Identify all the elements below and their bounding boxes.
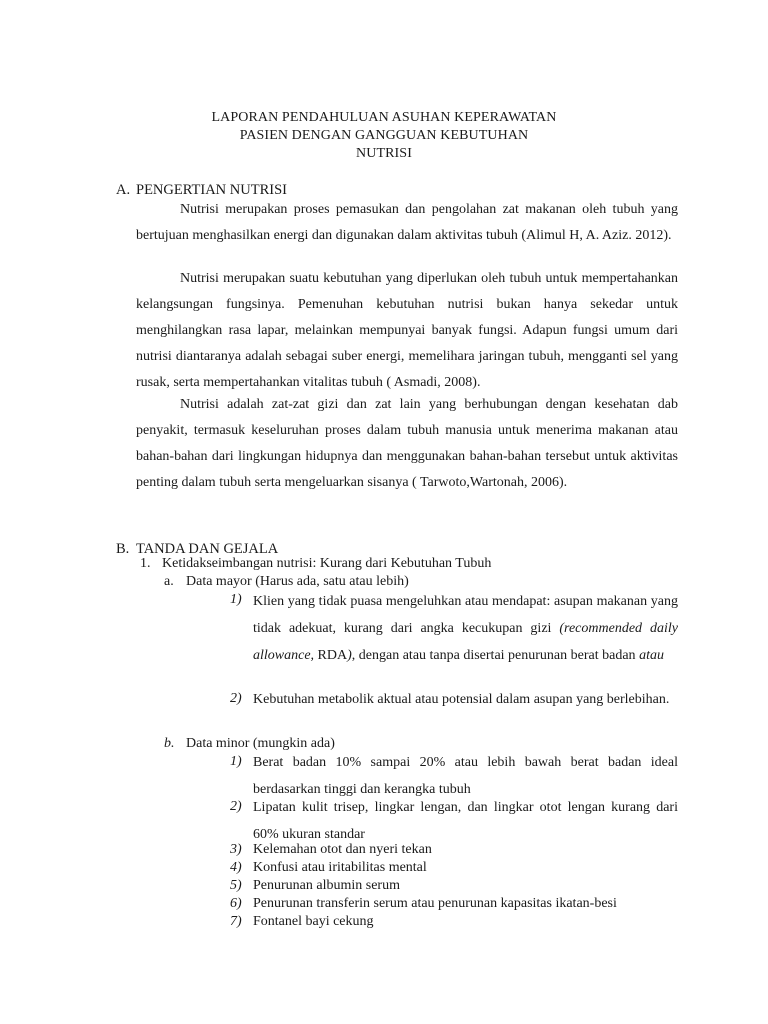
list-item-1: 1. Ketidakseimbangan nutrisi: Kurang dari Kebutuhan Tubuh bbox=[140, 556, 492, 571]
minor-item-6-text: Penurunan transferin serum atau penurunan kapasitas ikatan-besi bbox=[253, 896, 617, 911]
minor-item-3-number: 3) bbox=[230, 842, 242, 857]
minor-item-5-number: 5) bbox=[230, 878, 242, 893]
minor-item-2-number: 2) bbox=[230, 799, 242, 814]
minor-item-7-text: Fontanel bayi cekung bbox=[253, 914, 374, 929]
major-item-2-text: Kebutuhan metabolik aktual atau potensial dalam asupan yang berlebihan. bbox=[253, 692, 670, 707]
sub-item-a: a. Data mayor (Harus ada, satu atau lebih) bbox=[164, 574, 409, 589]
minor-item-4-text: Konfusi atau iritabilitas mental bbox=[253, 860, 427, 875]
minor-item-4-number: 4) bbox=[230, 860, 242, 875]
major-item-1-text: Klien yang tidak puasa mengeluhkan atau mendapat: asupan makanan yang tidak adekuat, kurang dari angka kecukupan gizi (recommended daily allowance, RDA), dengan atau tanpa disertai penurunan berat badan atau bbox=[253, 594, 678, 663]
minor-item-1-number: 1) bbox=[230, 754, 242, 769]
minor-item-3-text: Kelemahan otot dan nyeri tekan bbox=[253, 842, 432, 857]
doc-title-line1: LAPORAN PENDAHULUAN ASUHAN KEPERAWATAN bbox=[211, 110, 557, 125]
minor-item-5-text: Penurunan albumin serum bbox=[253, 878, 400, 893]
doc-title-line3: NUTRISI bbox=[356, 146, 412, 161]
major-item-1-number: 1) bbox=[230, 592, 242, 607]
section-a-letter: A. bbox=[116, 182, 131, 198]
section-a-paragraph-1: Nutrisi merupakan proses pemasukan dan pengolahan zat makanan oleh tubuh yang bertujuan menghasilkan energi dan digunakan dalam aktivitas tubuh (Alimul H, A. Aziz. 2012). bbox=[136, 202, 678, 243]
sub-item-b: b. Data minor (mungkin ada) bbox=[164, 736, 335, 751]
major-item-2-number: 2) bbox=[230, 691, 242, 706]
section-a-title: PENGERTIAN NUTRISI bbox=[136, 182, 287, 198]
section-a-paragraph-3: Nutrisi adalah zat-zat gizi dan zat lain yang berhubungan dengan kesehatan dab penyakit, termasuk keseluruhan proses dalam tubuh manusia untuk menerima makanan atau bahan-bahan dari lingkungan hidupnya dan menggunakan bahan-bahan tersebut untuk aktivitas penting dalam tubuh serta mengeluarkan sisanya ( Tarwoto,Wartonah, 2006). bbox=[136, 397, 678, 490]
section-b-letter: B. bbox=[116, 541, 130, 557]
doc-title-line2: PASIEN DENGAN GANGGUAN KEBUTUHAN bbox=[239, 128, 529, 143]
minor-item-7-number: 7) bbox=[230, 914, 242, 929]
section-a-paragraph-2: Nutrisi merupakan suatu kebutuhan yang diperlukan oleh tubuh untuk mempertahankan kelangsungan fungsinya. Pemenuhan kebutuhan nutrisi bukan hanya sekedar untuk menghilangkan rasa lapar, melainkan mempunyai banyak fungsi. Adapun fungsi umum dari nutrisi diantaranya adalah sebagai suber energi, memelihara jaringan tubuh, mengganti sel yang rusak, serta mempertahankan vitalitas tubuh ( Asmadi, 2008). bbox=[136, 271, 678, 390]
section-b-title: TANDA DAN GEJALA bbox=[136, 541, 279, 557]
minor-item-6-number: 6) bbox=[230, 896, 242, 911]
minor-item-1-text: Berat badan 10% sampai 20% atau lebih bawah berat badan ideal berdasarkan tinggi dan kerangka tubuh bbox=[253, 755, 678, 797]
minor-item-2-text: Lipatan kulit trisep, lingkar lengan, dan lingkar otot lengan kurang dari 60% ukuran standar bbox=[253, 800, 678, 842]
